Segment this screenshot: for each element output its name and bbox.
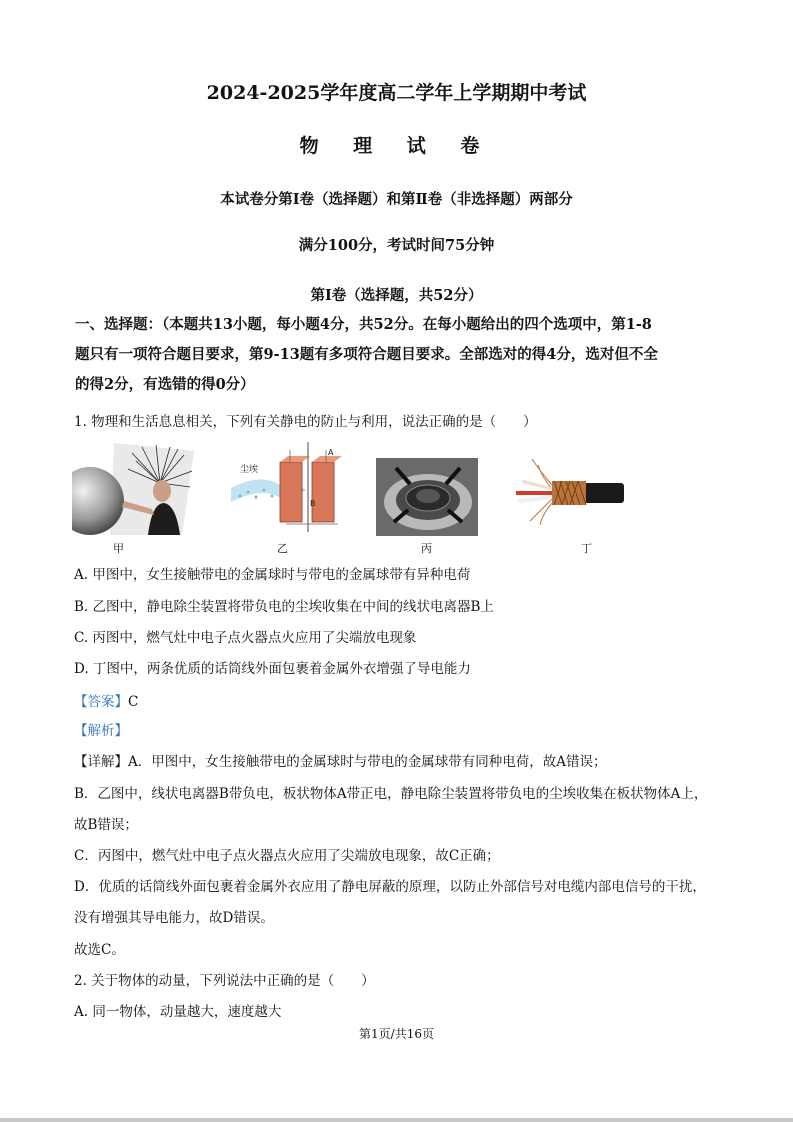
detail-tag: 【详解】 <box>74 754 128 770</box>
detail-line-7: 故选C。 <box>74 942 125 958</box>
section-instruction-line3: 的得2分，有选错的得0分） <box>75 376 255 393</box>
wire-b-label: B <box>310 499 316 508</box>
question-1-option-b: B. 乙图中，静电除尘装置将带负电的尘埃收集在中间的线状电离器B上 <box>74 599 494 615</box>
detail-line-3: 故B错误； <box>74 817 138 833</box>
exam-info-score-time: 满分100分，考试时间75分钟 <box>298 237 495 254</box>
dust-label: 尘埃 <box>240 465 259 475</box>
figure-bing-gas-stove <box>376 458 478 536</box>
plate-a-label: A <box>328 448 334 457</box>
figure-label-bing: 丙 <box>421 542 432 555</box>
page-number: 第1页/共16页 <box>359 1027 434 1041</box>
subject-title: 物 理 试 卷 <box>299 135 494 157</box>
detail-line-4: C．丙图中，燃气灶中电子点火器点火应用了尖端放电现象，故C正确； <box>74 848 500 864</box>
detail-text-a: A．甲图中，女生接触带电的金属球时与带电的金属球带有同种电荷，故A错误； <box>128 754 607 770</box>
question-2-stem: 2. 关于物体的动量，下列说法中正确的是（ ） <box>74 973 375 989</box>
answer-value: C <box>128 694 139 710</box>
part-one-heading: 第Ⅰ卷（选择题，共52分） <box>310 287 483 304</box>
figure-label-yi: 乙 <box>277 542 288 555</box>
question-1-option-d: D. 丁图中，两条优质的话筒线外面包裹着金属外衣增强了导电能力 <box>74 661 471 677</box>
figure-ding-shielded-cable <box>512 455 626 527</box>
figure-yi-precipitator <box>226 440 356 535</box>
figure-label-jia: 甲 <box>113 542 124 555</box>
detail-line-2: B．乙图中，线状电离器B带负电，板状物体A带正电，静电除尘装置将带负电的尘埃收集在板状物体A上， <box>74 786 708 802</box>
question-1-option-a: A. 甲图中，女生接触带电的金属球时与带电的金属球带有异种电荷 <box>74 567 471 583</box>
analysis-tag: 【解析】 <box>74 723 128 739</box>
exam-info-structure: 本试卷分第Ⅰ卷（选择题）和第Ⅱ卷（非选择题）两部分 <box>220 191 573 208</box>
exam-title: 2024-2025学年度高二学年上学期期中考试 <box>206 82 587 104</box>
page-bottom-edge <box>0 1118 793 1122</box>
detail-line-6: 没有增强其导电能力，故D错误。 <box>74 910 274 926</box>
answer-tag: 【答案】 <box>74 694 128 710</box>
answer-line <box>74 690 744 710</box>
question-2-option-a: A. 同一物体，动量越大，速度越大 <box>74 1004 282 1020</box>
detail-line-1 <box>74 750 744 770</box>
section-instruction-line1: 一、选择题：（本题共13小题，每小题4分，共52分。在每小题给出的四个选项中，第1-8 <box>75 316 652 333</box>
detail-line-5: D．优质的话筒线外面包裹着金属外衣应用了静电屏蔽的原理，以防止外部信号对电缆内部电信号的干扰， <box>74 879 706 895</box>
figure-label-ding: 丁 <box>581 542 592 555</box>
question-1-stem: 1. 物理和生活息息相关，下列有关静电的防止与利用，说法正确的是（ ） <box>74 414 537 430</box>
figure-jia-van-de-graaff <box>72 443 202 535</box>
section-instruction-line2: 题只有一项符合题目要求，第9-13题有多项符合题目要求。全部选对的得4分，选对但不全 <box>75 346 658 363</box>
question-1-option-c: C. 丙图中，燃气灶中电子点火器点火应用了尖端放电现象 <box>74 630 417 646</box>
